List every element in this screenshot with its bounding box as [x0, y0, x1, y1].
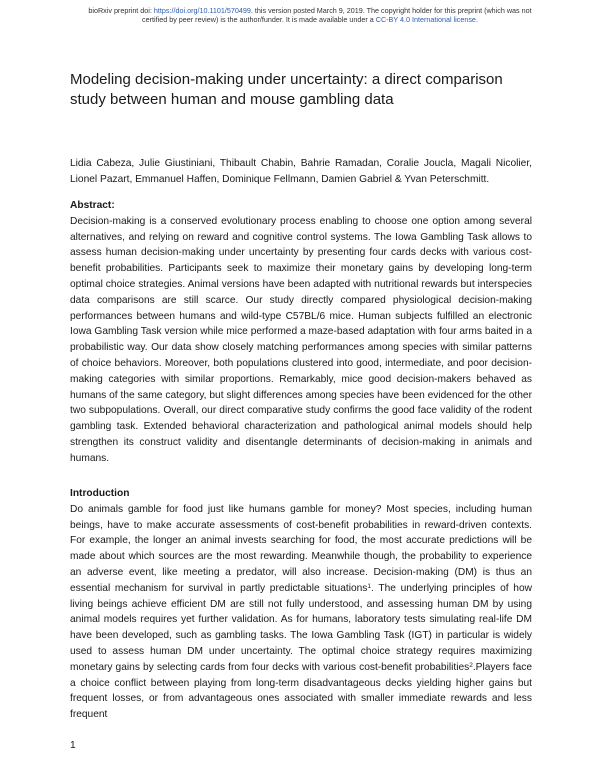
- abstract-heading: Abstract:: [70, 200, 115, 211]
- citation-ref[interactable]: 1: [367, 582, 372, 590]
- doi-link[interactable]: https://doi.org/10.1101/570499: [153, 6, 251, 15]
- preprint-notice-text: bioRxiv preprint doi:: [88, 6, 154, 15]
- abstract-section: [70, 198, 532, 467]
- introduction-text: Do animals gamble for food just like humans gamble for money? Most species, including human beings, have to make accurate assessments of cost-benefit probabilities in reward-driven contexts. For example, the longer an animal invests searching for food, the most accurate predictions will be made about which sources are the most rewarding. Meanwhile though, the probability to experience an adverse event, like meeting a predator, will also increase. Decision-making (DM) is thus an essential mechanism for survival in partly predictable situations: [70, 503, 532, 594]
- preprint-notice-text: certified by peer review) is the author/funder. It is made available under a: [142, 15, 376, 24]
- paper-title: Modeling decision-making under uncertainty: a direct comparison study between human and mouse gambling data: [70, 71, 503, 108]
- introduction-section: [70, 486, 532, 723]
- author-list: Lidia Cabeza, Julie Giustiniani, Thibault Chabin, Bahrie Ramadan, Coralie Joucla, Magali Nicolier, Lionel Pazart, Emmanuel Haffen, Dominique Fellmann, Damien Gabriel & Yvan Peterschmitt.: [70, 158, 532, 185]
- abstract-body: Decision-making is a conserved evolutionary process enabling to choose one option among several alternatives, and relying on reward and cognitive control systems. The Iowa Gambling Task allows to assess human decision-making under uncertainty by presenting four cards decks with various cost-benefit probabilities. Participants seek to maximize their monetary gains by developing long-term optimal choice strategies. Animal versions have been adapted with nutritional rewards but interspecies data comparisons are still scarce. Our study directly compared physiological decision-making performances between humans and wild-type C57BL/6 mice. Human subjects fulfilled an electronic Iowa Gambling Task version while mice performed a maze-based adaptation with four arms baited in a probabilistic way. Our data show closely matching performances among species with similar patterns of choice behaviors. Moreover, both populations clustered into good, intermediate, and poor decision-making categories with similar proportions. Remarkably, mice good decision-makers behaved as humans of the same category, but slight differences among species have been evidenced for the other two subpopulations. Overall, our direct comparative study confirms the good face validity of the rodent gambling task. Extended behavioral characterization and pathological animal models should help strengthen its construct validity and disentangle determinants of decision-making in animals and humans.: [70, 215, 532, 464]
- introduction-body: [70, 502, 532, 723]
- introduction-text: .Players face a choice conflict between playing from long-term disadvantageous decks yielding higher gains but frequent losses, or from advantageous ones associated with smaller immediate rewards and less frequent: [70, 661, 532, 721]
- preprint-notice-text: . this version posted March 9, 2019. The copyright holder for this preprint (which was not: [250, 6, 532, 15]
- introduction-text: . The underlying principles of how living beings achieve efficient DM are still not fully understood, and assessing human DM by using animal models requires yet further validation. As for humans, laboratory tests simulating real-life DM have been developed, such as gambling tasks. The Iowa Gambling Task (IGT) in particular is widely used to assess human DM under uncertainty. The optimal choice strategy requires maximizing monetary gains by selecting cards from four decks with various cost-benefit probabilities: [70, 582, 532, 673]
- license-link[interactable]: CC-BY 4.0 International license: [375, 15, 476, 24]
- preprint-notice: [80, 6, 540, 24]
- introduction-heading: Introduction: [70, 488, 130, 499]
- page-number: 1: [70, 740, 76, 751]
- preprint-notice-text: .: [475, 15, 478, 24]
- citation-ref[interactable]: 2: [469, 661, 473, 669]
